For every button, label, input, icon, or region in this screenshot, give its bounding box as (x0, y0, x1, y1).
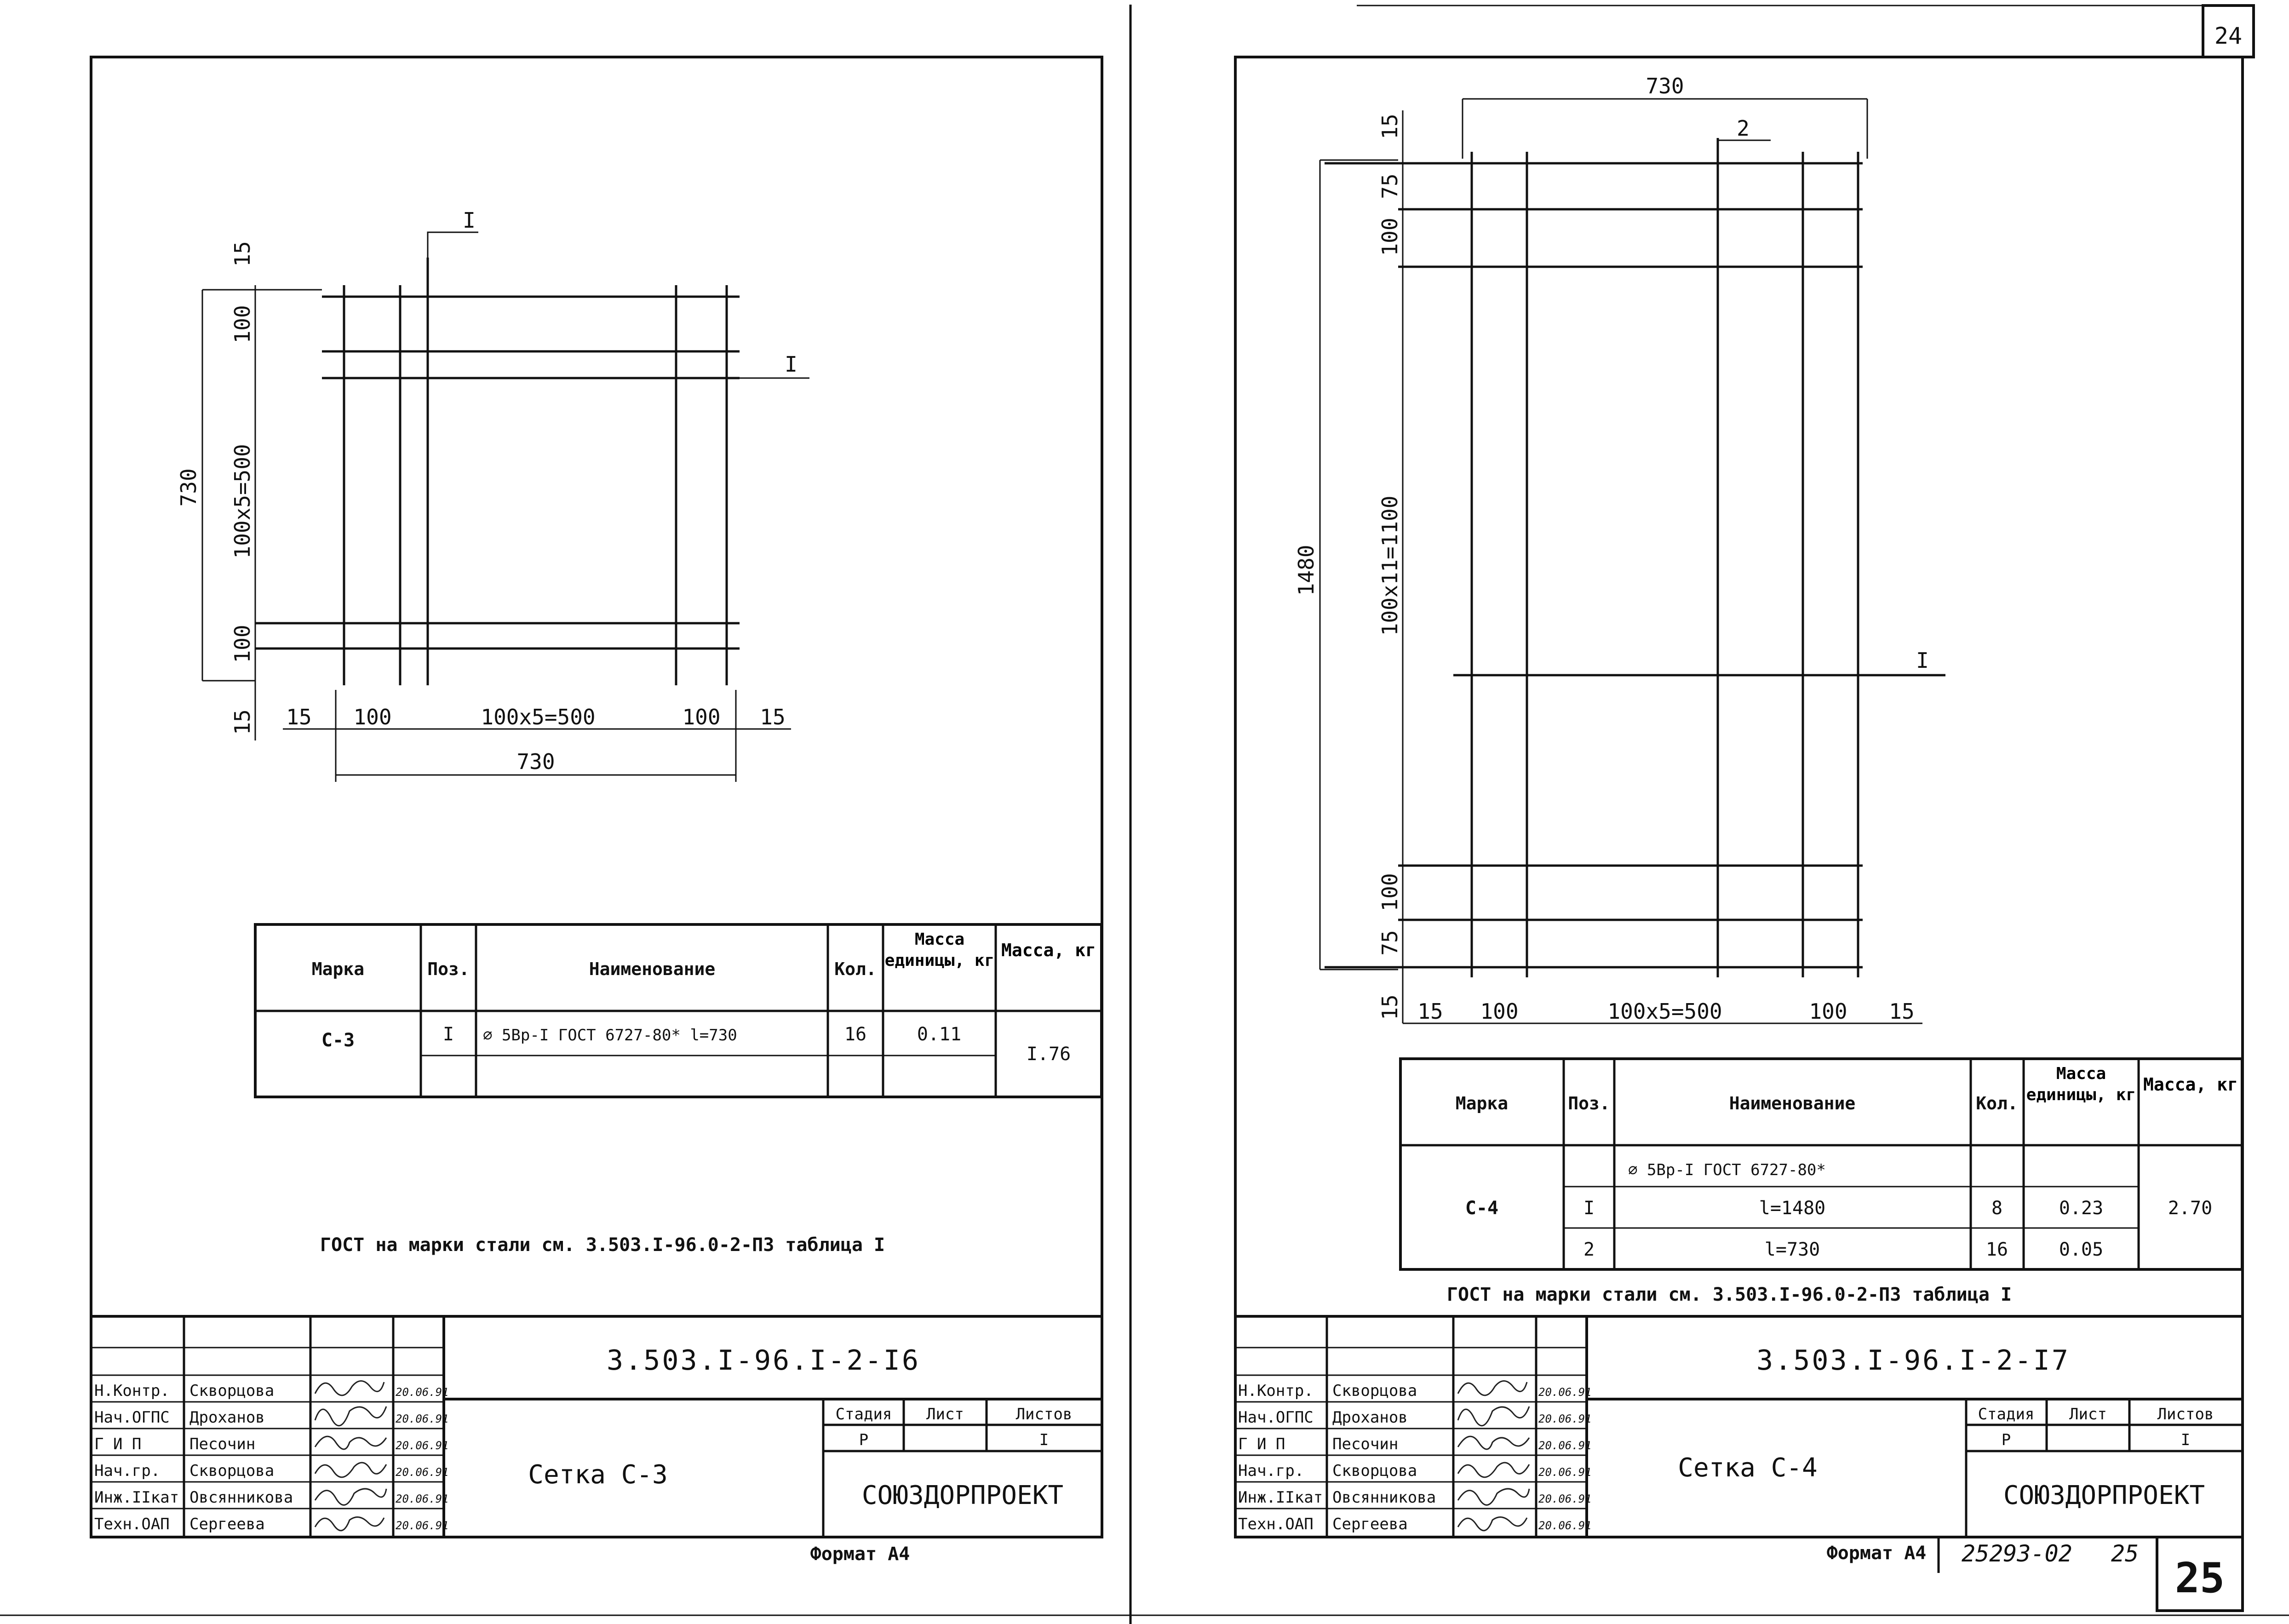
dim-label: 15 (230, 709, 255, 735)
drawing-name: Сетка С-3 (528, 1460, 668, 1490)
page-number-top: 24 (2214, 23, 2243, 49)
inventory-number: 25293-02 (1962, 1540, 2072, 1567)
role: Нач.гр. (1238, 1462, 1304, 1480)
col-header-mass: Масса, кг (2143, 1074, 2238, 1095)
sign-date: 20.06.91 (1538, 1466, 1592, 1479)
dim-label: 100 (682, 705, 721, 729)
person-name: Овсянникова (1332, 1488, 1436, 1507)
sign-date: 20.06.91 (1538, 1492, 1592, 1505)
person-name: Скворцова (189, 1382, 275, 1400)
person-name: Песочин (1332, 1435, 1399, 1453)
sign-date: 20.06.91 (396, 1466, 449, 1479)
sign-date: 20.06.91 (1538, 1386, 1592, 1399)
callout-label-top: 2 (1737, 116, 1750, 141)
steel-grade-note: ГОСТ на марки стали см. 3.503.I-96.0-2-ПЗ таблица I (320, 1234, 885, 1256)
dim-label-overall: 1480 (1294, 545, 1319, 596)
pos-cell: I (442, 1024, 454, 1045)
callout-label-right: I (1916, 648, 1929, 673)
right-sheet (1235, 6, 2254, 1611)
sign-date: 20.06.91 (1538, 1412, 1592, 1425)
signature (1458, 1381, 1527, 1395)
total-mass-cell: I.76 (1026, 1044, 1071, 1065)
person-name: Сергеева (1332, 1515, 1408, 1533)
col-header-pos: Поз. (1568, 1093, 1610, 1113)
drawing-name: Сетка С-4 (1678, 1453, 1818, 1483)
col-header-mass-box (2140, 1073, 2242, 1142)
dim-label: 100 (230, 625, 255, 663)
name-header-cell: ⌀ 5Вр-I ГОСТ 6727-80* (1628, 1161, 1826, 1179)
col-header-mark: Марка (1455, 1093, 1509, 1113)
role: Г И П (1238, 1435, 1285, 1453)
mesh-drawing-c4 (1294, 74, 1945, 1024)
signature (1458, 1517, 1527, 1531)
role: Техн.ОАП (1238, 1515, 1314, 1533)
unit-mass-cell: 0.11 (917, 1024, 962, 1045)
col-header-unit-mass-box (2025, 1063, 2138, 1142)
role: Г И П (94, 1435, 142, 1453)
role: Нач.гр. (94, 1462, 161, 1480)
dim-label: 15 (760, 705, 786, 729)
page-number-bottom: 25 (2174, 1554, 2225, 1602)
dim-label: 100 (1377, 218, 1402, 256)
role: Н.Контр. (1238, 1382, 1314, 1400)
callout-line (1718, 140, 1771, 152)
sheet-label: Лист (926, 1405, 964, 1423)
role: Нач.ОГПС (1238, 1408, 1314, 1427)
dim-label: 100 (230, 305, 255, 344)
callout-label-right: I (785, 352, 797, 377)
left-sheet (91, 57, 1102, 1565)
dim-label: 15 (1377, 114, 1402, 139)
inventory-page: 25 (2111, 1540, 2139, 1567)
person-name: Сергеева (189, 1515, 265, 1533)
sheets-label: Листов (2157, 1405, 2214, 1423)
mark-cell: С-4 (1465, 1198, 1499, 1219)
col-header-name: Наименование (589, 959, 716, 979)
signature (315, 1436, 386, 1449)
col-header-unit-mass: Масса единицы, кг (2026, 1064, 2136, 1104)
person-name: Скворцова (1332, 1382, 1417, 1400)
organization: СОЮЗДОРПРОЕКТ (2003, 1481, 2205, 1510)
unit-mass-cell: 0.05 (2059, 1239, 2104, 1260)
title-block-c3 (91, 1316, 1102, 1537)
dim-label: 15 (1889, 999, 1915, 1024)
dim-label: 100 (1809, 999, 1847, 1024)
qty-cell: 16 (844, 1024, 867, 1045)
col-header-qty: Кол. (1976, 1093, 2018, 1113)
dim-label: 100 (353, 705, 392, 729)
sheet-label: Лист (2069, 1405, 2107, 1423)
stage-value: Р (859, 1431, 869, 1449)
dim-label: 15 (1377, 994, 1402, 1020)
col-header-unit-mass: Масса единицы, кг (884, 930, 995, 970)
doc-code: 3.503.I-96.I-2-I6 (606, 1344, 921, 1377)
sign-date: 20.06.91 (396, 1386, 449, 1399)
person-name: Песочин (189, 1435, 256, 1453)
dim-label-overall: 730 (1646, 74, 1684, 98)
mesh-drawing-c3 (176, 208, 809, 782)
signature (1458, 1406, 1529, 1426)
sign-date: 20.06.91 (396, 1439, 449, 1452)
dim-label: 75 (1377, 173, 1402, 199)
sign-date: 20.06.91 (1538, 1519, 1592, 1532)
role: Инж.IIкат (1238, 1488, 1323, 1507)
role: Инж.IIкат (94, 1488, 179, 1507)
name-cell: l=1480 (1759, 1198, 1826, 1219)
name-cell: l=730 (1764, 1239, 1820, 1260)
steel-grade-note: ГОСТ на марки стали см. 3.503.I-96.0-2-ПЗ таблица I (1446, 1284, 2012, 1305)
dim-label: 100x5=500 (1607, 999, 1722, 1024)
signature (1458, 1463, 1529, 1477)
format-label: Формат А4 (1826, 1543, 1927, 1564)
dim-label: 15 (230, 241, 255, 267)
col-header-qty: Кол. (834, 959, 877, 979)
mark-cell: С-3 (321, 1030, 355, 1051)
col-header-name: Наименование (1729, 1093, 1856, 1113)
person-name: Дроханов (189, 1408, 265, 1427)
title-block-c4 (1235, 1316, 2243, 1537)
person-name: Скворцова (189, 1462, 275, 1480)
col-header-pos: Поз. (427, 959, 470, 979)
format-label: Формат А4 (810, 1544, 910, 1565)
signature (315, 1489, 386, 1505)
dim-label-overall: 730 (516, 749, 555, 774)
sign-date: 20.06.91 (396, 1519, 449, 1532)
dim-label: 100x5=500 (481, 705, 596, 729)
spec-table-c3 (255, 924, 1101, 1097)
dim-label: 100x11=1100 (1377, 495, 1402, 636)
pos-cell: 2 (1583, 1239, 1595, 1260)
qty-cell: 16 (1985, 1239, 2008, 1260)
dim-label-overall: 730 (176, 468, 201, 507)
signature (1458, 1436, 1529, 1449)
callout-line (428, 232, 478, 258)
col-header-mass: Масса, кг (1001, 940, 1096, 960)
col-header-unit-mass-box (884, 929, 995, 1007)
signature (1458, 1489, 1529, 1505)
unit-mass-cell: 0.23 (2059, 1198, 2104, 1219)
doc-code: 3.503.I-96.I-2-I7 (1756, 1344, 2071, 1377)
dim-label: 100x5=500 (230, 444, 255, 559)
person-name: Скворцова (1332, 1462, 1417, 1480)
signature (315, 1406, 386, 1426)
sign-date: 20.06.91 (1538, 1439, 1592, 1452)
qty-cell: 8 (1991, 1198, 2003, 1219)
dim-label: 100 (1480, 999, 1519, 1024)
stage-label: Стадия (835, 1405, 892, 1423)
col-header-mark: Марка (311, 959, 365, 979)
spec-table-c4 (1400, 1059, 2242, 1269)
dim-label: 15 (286, 705, 312, 729)
role: Техн.ОАП (94, 1515, 170, 1533)
role: Н.Контр. (94, 1382, 170, 1400)
sign-date: 20.06.91 (396, 1412, 449, 1425)
dim-label: 75 (1377, 930, 1402, 956)
callout-label-top: I (463, 208, 476, 233)
sheets-label: Листов (1015, 1405, 1073, 1423)
person-name: Дроханов (1332, 1408, 1408, 1427)
dim-label: 100 (1377, 873, 1402, 912)
total-mass-cell: 2.70 (2168, 1198, 2213, 1219)
stage-value: Р (2001, 1431, 2011, 1449)
organization: СОЮЗДОРПРОЕКТ (861, 1481, 1064, 1510)
name-cell: ⌀ 5Вр-I ГОСТ 6727-80* l=730 (483, 1026, 737, 1044)
role: Нач.ОГПС (94, 1408, 170, 1427)
sheets-value: I (2180, 1431, 2191, 1449)
signature (315, 1381, 384, 1395)
col-header-mass-box (997, 938, 1101, 1007)
dim-label: 15 (1417, 999, 1443, 1024)
signature (315, 1517, 384, 1531)
person-name: Овсянникова (189, 1488, 293, 1507)
stage-label: Стадия (1978, 1405, 2035, 1423)
sign-date: 20.06.91 (396, 1492, 449, 1505)
pos-cell: I (1583, 1198, 1595, 1219)
signature (315, 1463, 386, 1477)
sheets-value: I (1039, 1431, 1049, 1449)
